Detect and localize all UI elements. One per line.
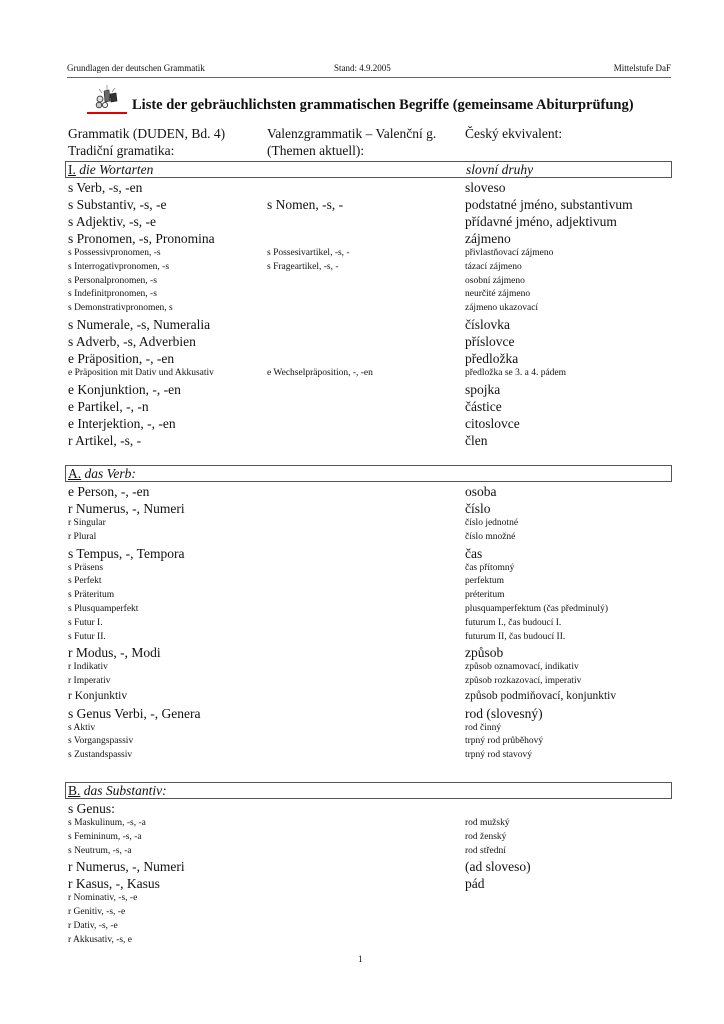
term-row	[68, 367, 672, 381]
czech-equivalent: způsob	[465, 645, 504, 661]
german-term: s Aktiv	[68, 722, 96, 733]
german-term: e Person, -, -en	[68, 484, 150, 499]
german-term: r Dativ, -s, -e	[68, 921, 118, 931]
section-number: A.	[68, 466, 82, 481]
german-term: e Konjunktion, -, -en	[68, 381, 181, 397]
german-term: r Numerus, -, Numeri	[68, 501, 185, 516]
czech-equivalent: (ad sloveso)	[465, 859, 531, 875]
czech-equivalent: způsob podmiňovací, konjunktiv	[465, 690, 617, 702]
section-label	[68, 162, 153, 177]
term-row	[68, 800, 672, 817]
section-header	[65, 782, 672, 799]
term-row	[68, 196, 672, 213]
german-term: s Pronomen, -s, Pronomina	[68, 231, 215, 246]
running-header	[67, 62, 671, 76]
german-term: r Genitiv, -s, -e	[68, 907, 126, 918]
german-term: s Futur I.	[68, 617, 103, 628]
german-term: s Zustandspassiv	[68, 750, 133, 761]
term-row	[68, 858, 672, 875]
czech-equivalent: tázací zájmeno	[465, 261, 522, 272]
german-term: s Vorgangspassiv	[68, 736, 134, 747]
german-term: s Adverb, -s, Adverbien	[68, 334, 196, 349]
document-title-row	[87, 85, 687, 117]
term-row	[68, 213, 672, 230]
czech-equivalent: rod činný	[465, 722, 502, 733]
german-term: s Perfekt	[68, 576, 102, 587]
german-term: s Substantiv, -s, -e	[68, 197, 167, 212]
czech-equivalent: číslo množné	[465, 531, 516, 542]
czech-equivalent: podstatné jméno, substantivum	[465, 197, 633, 212]
term-row	[68, 617, 672, 631]
czech-equivalent: přídavné jméno, adjektivum	[465, 214, 617, 229]
term-row	[68, 500, 672, 517]
section-title: das Verb:	[81, 466, 136, 481]
term-row	[68, 350, 672, 367]
czech-equivalent: člen	[465, 432, 488, 448]
german-term: s Personalpronomen, -s	[68, 275, 157, 286]
term-row	[68, 689, 672, 703]
czech-equivalent: spojka	[465, 381, 501, 397]
czech-equivalent: způsob rozkazovací, imperativ	[465, 676, 582, 687]
czech-equivalent: předložka	[465, 351, 519, 366]
header-level: Mittelstufe DaF	[613, 63, 671, 73]
czech-equivalent: perfektum	[465, 576, 505, 587]
german-term: s Genus:	[68, 801, 115, 816]
term-row	[68, 230, 672, 247]
czech-equivalent: préteritum	[465, 590, 505, 601]
valence-term: s Nomen, -s, -	[267, 197, 344, 212]
german-term: s Indefinitpronomen, -s	[68, 289, 157, 300]
term-row	[68, 562, 672, 576]
term-row	[68, 934, 672, 948]
czech-equivalent: způsob oznamovací, indikativ	[465, 662, 579, 673]
valence-term: s Possesivartikel, -s, -	[267, 248, 350, 258]
valence-term: s Frageartikel, -s, -	[267, 261, 339, 272]
term-row	[68, 661, 672, 675]
german-term: e Interjektion, -, -en	[68, 415, 176, 431]
term-row	[68, 892, 672, 906]
czech-equivalent: zájmeno ukazovací	[465, 303, 539, 314]
term-row	[68, 179, 672, 196]
term-row	[68, 302, 672, 316]
czech-equivalent: pád	[465, 876, 485, 892]
section-czech-title: slovní druhy	[466, 162, 534, 177]
german-term: r Modus, -, Modi	[68, 645, 161, 661]
german-term: s Plusquamperfekt	[68, 604, 139, 614]
term-row	[68, 398, 672, 415]
section-title: das Substantiv:	[80, 783, 167, 798]
header-course-title: Grundlagen der deutschen Grammatik	[67, 63, 205, 73]
section-header	[65, 161, 672, 178]
german-term: s Maskulinum, -s, -a	[68, 818, 146, 828]
column-heading-czech	[465, 125, 562, 142]
czech-equivalent: plusquamperfektum (čas předminulý)	[465, 604, 608, 614]
term-row	[68, 735, 672, 749]
czech-equivalent: předložka se 3. a 4. pádem	[465, 368, 567, 378]
german-term: r Nominativ, -s, -e	[68, 893, 138, 904]
term-row	[68, 316, 672, 333]
czech-equivalent: futurum I., čas budoucí I.	[465, 617, 562, 628]
czech-equivalent: trpný rod stavový	[465, 750, 533, 761]
column-heading-line: Grammatik (DUDEN, Bd. 4)	[68, 126, 226, 141]
czech-equivalent: citoslovce	[465, 415, 520, 431]
section-title: die Wortarten	[75, 162, 154, 177]
term-row	[68, 575, 672, 589]
german-term: e Präposition, -, -en	[68, 351, 175, 366]
german-term: s Verb, -s, -en	[68, 180, 143, 195]
section-label	[68, 783, 167, 798]
german-term: s Präsens	[68, 562, 104, 573]
term-row	[68, 920, 672, 934]
term-row	[68, 415, 672, 432]
german-term: s Interrogativpronomen, -s	[68, 261, 170, 272]
german-term: s Genus Verbi, -, Genera	[68, 705, 201, 721]
section-label	[68, 466, 136, 481]
german-term: s Adjektiv, -s, -e	[68, 214, 156, 229]
german-term: e Partikel, -, -n	[68, 398, 149, 414]
term-row	[68, 432, 672, 449]
czech-equivalent: osoba	[465, 484, 497, 499]
german-term: r Plural	[68, 531, 97, 542]
section-header	[65, 465, 672, 482]
term-row	[68, 631, 672, 645]
german-term: r Akkusativ, -s, e	[68, 934, 133, 945]
term-row	[68, 644, 672, 661]
czech-equivalent: příslovce	[465, 334, 515, 349]
term-row	[68, 675, 672, 689]
czech-equivalent: částice	[465, 398, 502, 414]
term-row	[68, 722, 672, 736]
german-term: s Femininum, -s, -a	[68, 831, 142, 842]
header-date: Stand: 4.9.2005	[334, 63, 391, 73]
column-heading-traditional	[68, 125, 225, 159]
term-row	[68, 275, 672, 289]
czech-equivalent: rod střední	[465, 845, 506, 856]
section-number: B.	[68, 783, 81, 798]
czech-equivalent: sloveso	[465, 180, 506, 195]
term-row	[68, 817, 672, 831]
column-heading-line: Valenzgrammatik – Valenční g.	[267, 126, 437, 141]
czech-equivalent: futurum II, čas budoucí II.	[465, 631, 566, 642]
term-row	[68, 589, 672, 603]
term-row	[68, 288, 672, 302]
german-term: s Possessivpronomen, -s	[68, 248, 161, 258]
title-red-underline	[87, 112, 127, 114]
german-term: s Demonstrativpronomen, s	[68, 303, 173, 314]
czech-equivalent: číslo	[465, 501, 491, 516]
term-row	[68, 875, 672, 892]
german-term: s Tempus, -, Tempora	[68, 545, 185, 561]
german-term: s Neutrum, -s, -a	[68, 845, 132, 856]
german-term: s Präteritum	[68, 590, 115, 601]
term-row	[68, 603, 672, 617]
czech-equivalent: přivlastňovací zájmeno	[465, 248, 554, 258]
czech-equivalent: neurčité zájmeno	[465, 289, 531, 300]
term-row	[68, 845, 672, 859]
german-term: r Konjunktiv	[68, 690, 128, 702]
term-row	[68, 705, 672, 722]
german-term: r Artikel, -s, -	[68, 432, 142, 448]
czech-equivalent: trpný rod průběhový	[465, 736, 544, 747]
document-title: Liste der gebräuchlichsten grammatischen Begriffe (gemeinsame Abiturprüfung)	[132, 97, 634, 113]
czech-equivalent: čas	[465, 545, 483, 561]
czech-equivalent: osobní zájmeno	[465, 275, 525, 286]
column-heading-line: (Themen aktuell):	[267, 143, 365, 158]
column-heading-line: Český ekvivalent:	[465, 126, 563, 141]
german-term: r Numerus, -, Numeri	[68, 859, 185, 875]
column-heading-line: Tradiční gramatika:	[68, 143, 175, 158]
term-row	[68, 906, 672, 920]
term-row	[68, 261, 672, 275]
czech-equivalent: číslovka	[465, 317, 510, 332]
section-number: I.	[68, 162, 76, 177]
czech-equivalent: rod mužský	[465, 818, 510, 828]
czech-equivalent: zájmeno	[465, 231, 511, 246]
german-term: s Futur II.	[68, 631, 106, 642]
german-term: e Präposition mit Dativ und Akkusativ	[68, 368, 214, 378]
czech-equivalent: čas přítomný	[465, 562, 515, 573]
german-term: r Kasus, -, Kasus	[68, 876, 160, 892]
term-row	[68, 381, 672, 398]
czech-equivalent: rod (slovesný)	[465, 705, 543, 721]
header-divider	[67, 77, 671, 78]
term-row	[68, 545, 672, 562]
column-heading-valence	[267, 125, 436, 159]
german-term: r Imperativ	[68, 676, 111, 687]
term-row	[68, 831, 672, 845]
term-row	[68, 483, 672, 500]
grammar-clipart-icon	[93, 85, 121, 109]
term-row	[68, 247, 672, 261]
term-row	[68, 531, 672, 545]
term-row	[68, 749, 672, 763]
czech-equivalent: rod ženský	[465, 831, 507, 842]
valence-term: e Wechselpräposition, -, -en	[267, 368, 373, 378]
page-number: 1	[358, 955, 363, 965]
czech-equivalent: číslo jednotné	[465, 518, 519, 528]
term-row	[68, 333, 672, 350]
term-row	[68, 517, 672, 531]
german-term: r Indikativ	[68, 662, 108, 673]
german-term: s Numerale, -s, Numeralia	[68, 317, 211, 332]
german-term: r Singular	[68, 518, 106, 528]
